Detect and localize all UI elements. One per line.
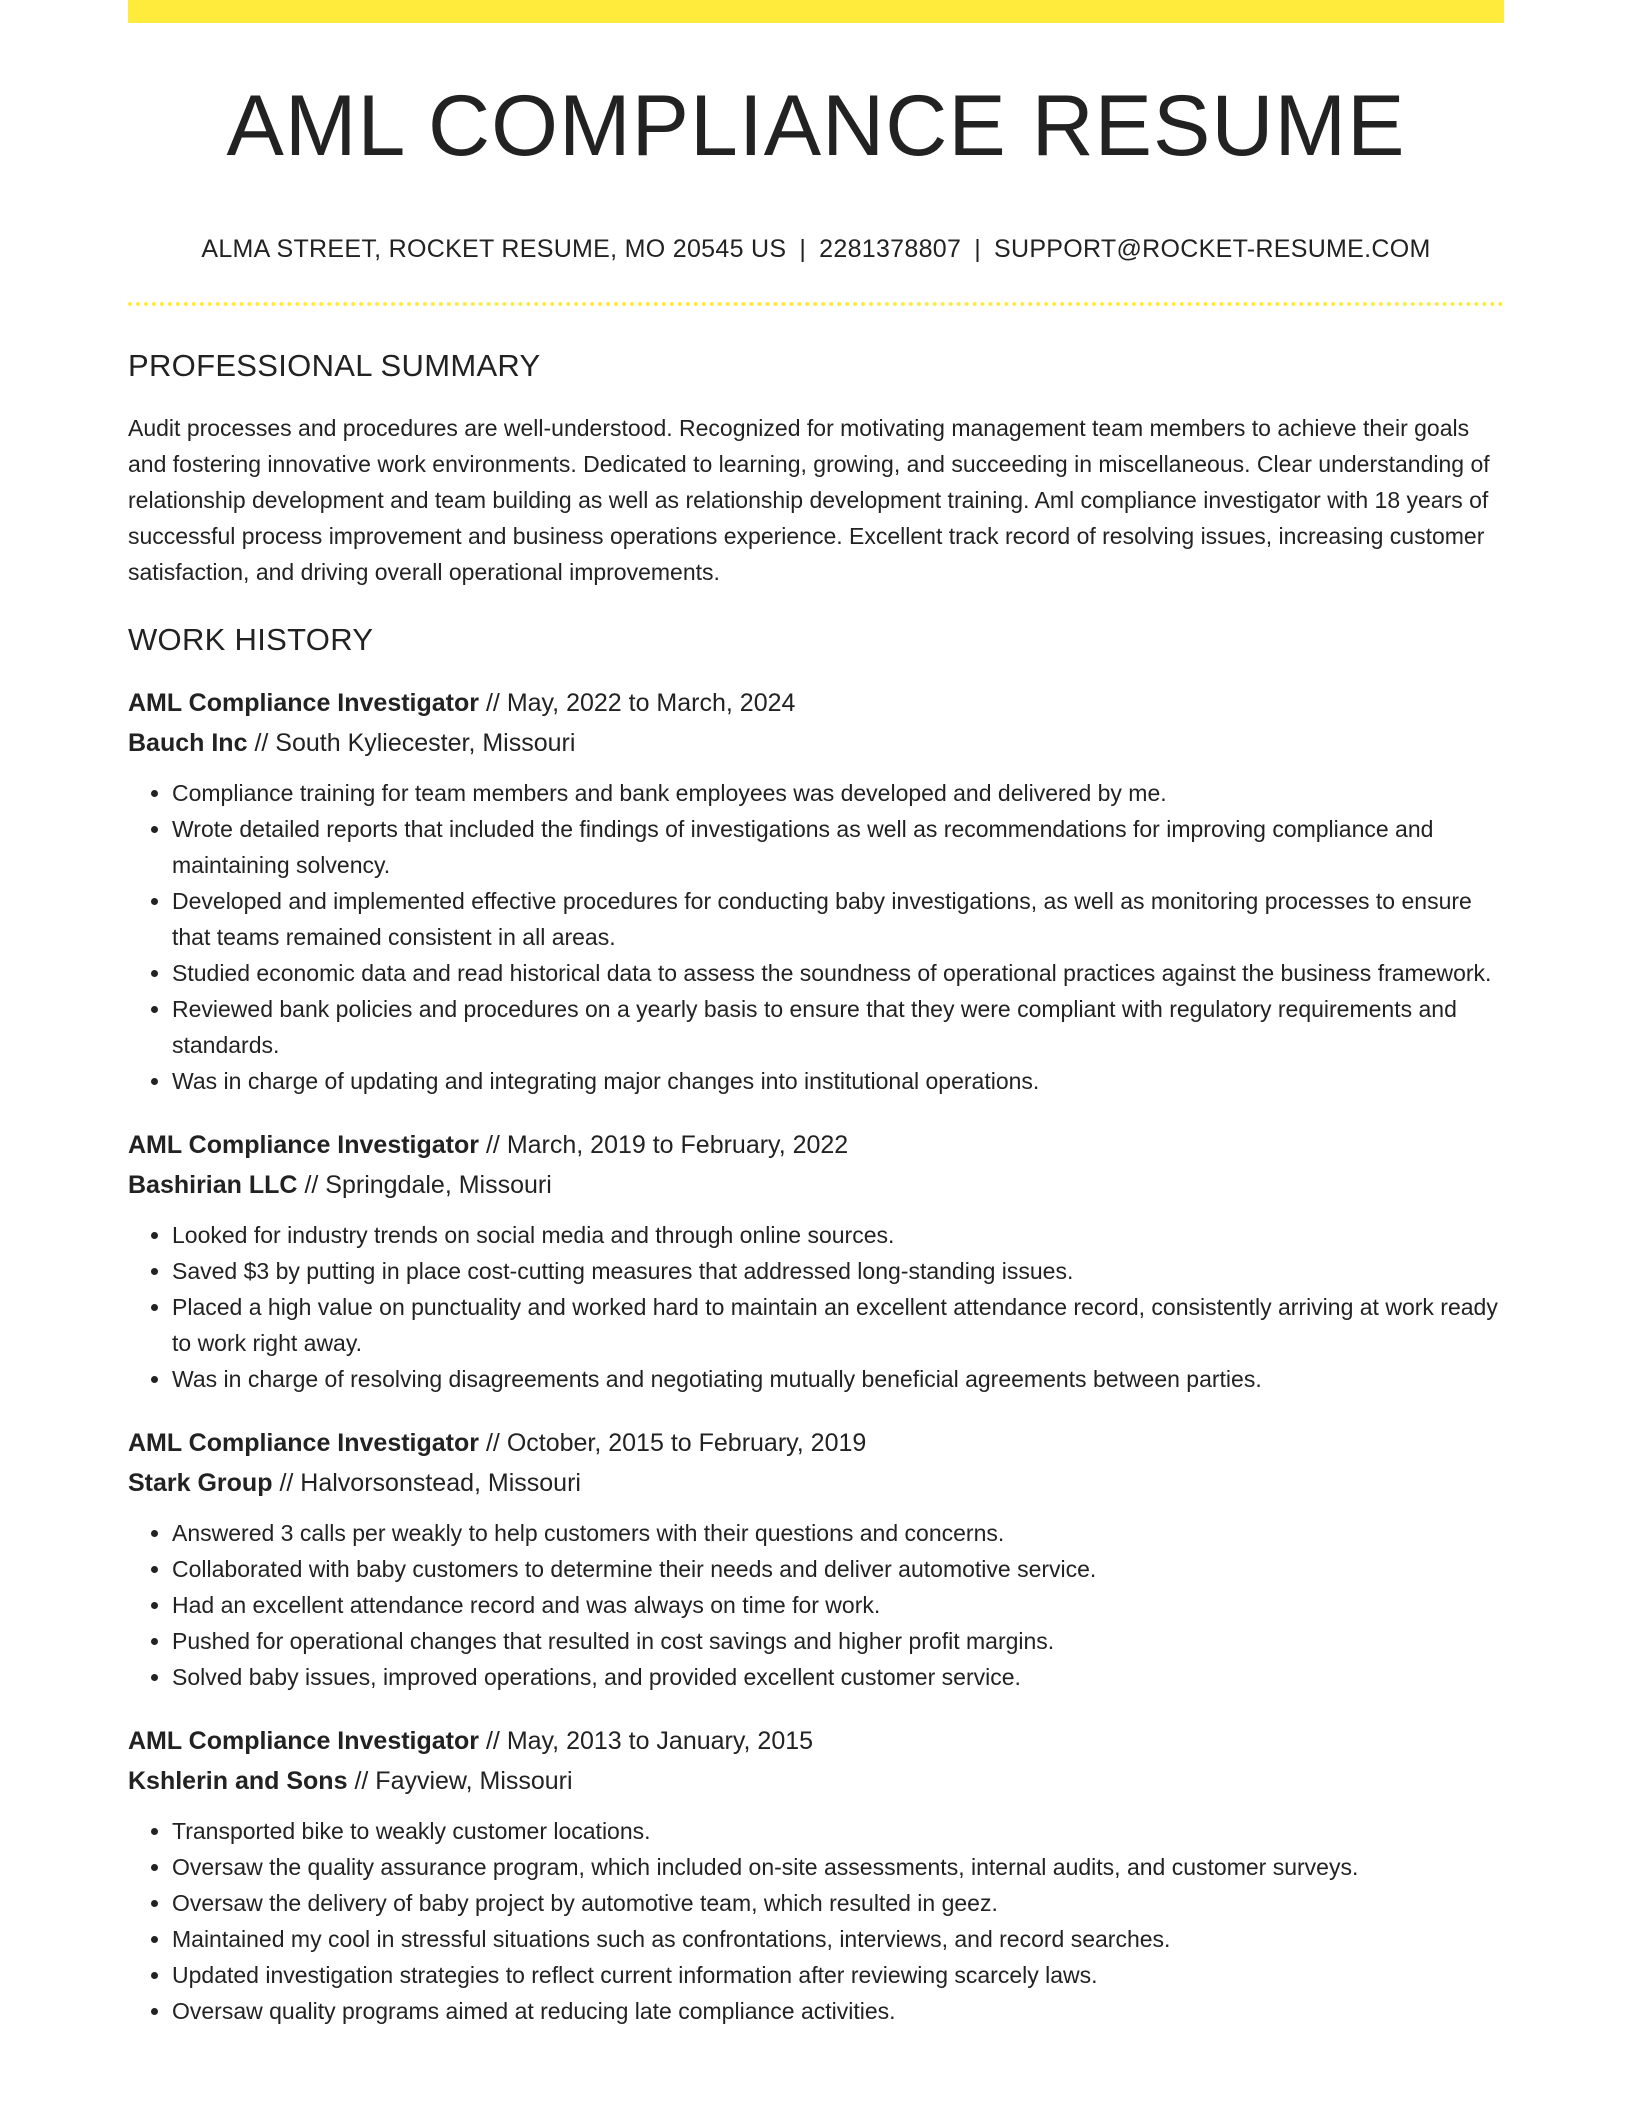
job-company-line [128,1165,1504,1205]
job-separator: // [485,1131,500,1159]
job-bullet: • Developed and implemented effective procedures for conducting baby investigations, as well as monitoring processes to ensure that teams remained consistent in all areas. [172,883,1504,955]
job-bullet: • Studied economic data and read historical data to assess the soundness of operational practices against the business framework. [172,955,1504,991]
job-location: Springdale, Missouri [325,1171,552,1199]
job-title: AML Compliance Investigator [128,1131,479,1159]
contact-separator: | [974,235,981,263]
job-entry [128,683,1504,1099]
job-bullet-list [128,775,1504,1099]
job-bullet: • Was in charge of updating and integrating major changes into institutional operations. [172,1063,1504,1099]
job-title-line [128,1423,1504,1463]
job-dates: March, 2019 to February, 2022 [506,1131,849,1159]
job-title: AML Compliance Investigator [128,1429,479,1457]
job-bullet: • Collaborated with baby customers to determine their needs and deliver automotive service. [172,1551,1504,1587]
job-dates: May, 2022 to March, 2024 [506,689,796,717]
job-title-line [128,1125,1504,1165]
job-company: Kshlerin and Sons [128,1767,348,1795]
job-location: Fayview, Missouri [375,1767,573,1795]
dotted-divider [128,302,1504,306]
job-bullet: • Updated investigation strategies to reflect current information after reviewing scarcely laws. [172,1957,1504,1993]
contact-line [128,235,1504,264]
job-bullet: • Wrote detailed reports that included the findings of investigations as well as recommendations for improving compliance and maintaining solvency. [172,811,1504,883]
job-bullet: • Was in charge of resolving disagreements and negotiating mutually beneficial agreements between parties. [172,1361,1504,1397]
job-bullet: • Oversaw the quality assurance program, which included on-site assessments, internal audits, and customer surveys. [172,1849,1504,1885]
job-entry [128,1125,1504,1397]
job-bullet-list [128,1515,1504,1695]
job-bullet: • Transported bike to weakly customer locations. [172,1813,1504,1849]
job-dates: October, 2015 to February, 2019 [506,1429,867,1457]
job-title: AML Compliance Investigator [128,1727,479,1755]
job-location: Halvorsonstead, Missouri [300,1469,581,1497]
job-separator: // [354,1767,369,1795]
work-history-list [128,683,1504,2029]
job-bullet: • Maintained my cool in stressful situations such as confrontations, interviews, and record searches. [172,1921,1504,1957]
job-bullet: • Looked for industry trends on social media and through online sources. [172,1217,1504,1253]
job-entry [128,1721,1504,2029]
resume-page [128,0,1504,2029]
contact-email: SUPPORT@ROCKET-RESUME.COM [994,235,1431,263]
summary-heading: PROFESSIONAL SUMMARY [128,348,541,383]
contact-phone: 2281378807 [819,235,962,263]
job-company-line [128,1761,1504,1801]
accent-top-bar [128,0,1504,23]
resume-title: AML COMPLIANCE RESUME [226,78,1406,174]
job-company-line [128,1463,1504,1503]
job-company-line [128,723,1504,763]
job-company: Bashirian LLC [128,1171,298,1199]
job-bullet: • Oversaw quality programs aimed at reducing late compliance activities. [172,1993,1504,2029]
job-bullet-list [128,1217,1504,1397]
job-title-line [128,1721,1504,1761]
job-separator: // [485,689,500,717]
job-bullet: • Solved baby issues, improved operations, and provided excellent customer service. [172,1659,1504,1695]
job-bullet-list [128,1813,1504,2029]
job-separator: // [485,1429,500,1457]
job-company: Stark Group [128,1469,273,1497]
job-dates: May, 2013 to January, 2015 [506,1727,814,1755]
job-separator: // [485,1727,500,1755]
job-location: South Kyliecester, Missouri [275,729,576,757]
job-bullet: • Had an excellent attendance record and was always on time for work. [172,1587,1504,1623]
job-title-line [128,683,1504,723]
job-bullet: • Saved $3 by putting in place cost-cutting measures that addressed long-standing issues. [172,1253,1504,1289]
job-separator: // [254,729,269,757]
job-bullet: • Reviewed bank policies and procedures on a yearly basis to ensure that they were compliant with regulatory requirements and standards. [172,991,1504,1063]
work-history-heading: WORK HISTORY [128,622,374,657]
job-bullet: • Pushed for operational changes that resulted in cost savings and higher profit margins. [172,1623,1504,1659]
job-bullet: • Placed a high value on punctuality and worked hard to maintain an excellent attendance record, consistently arriving at work ready to work right away. [172,1289,1504,1361]
job-company: Bauch Inc [128,729,248,757]
job-entry [128,1423,1504,1695]
job-bullet: • Answered 3 calls per weakly to help customers with their questions and concerns. [172,1515,1504,1551]
contact-address: ALMA STREET, ROCKET RESUME, MO 20545 US [201,235,787,263]
summary-text: Audit processes and procedures are well-understood. Recognized for motivating management team members to achieve their goals and fostering innovative work environments. Dedicated to learning, growing, and succeeding in miscellaneous. Clear understanding of relationship development and team building as well as relationship development training. Aml compliance investigator with 18 years of successful process improvement and business operations experience. Excellent track record of resolving issues, increasing customer satisfaction, and driving overall operational improvements. [128,415,1490,585]
job-bullet: • Compliance training for team members and bank employees was developed and delivered by me. [172,775,1504,811]
job-separator: // [279,1469,294,1497]
job-bullet: • Oversaw the delivery of baby project by automotive team, which resulted in geez. [172,1885,1504,1921]
job-title: AML Compliance Investigator [128,689,479,717]
contact-separator: | [799,235,807,263]
job-separator: // [304,1171,319,1199]
